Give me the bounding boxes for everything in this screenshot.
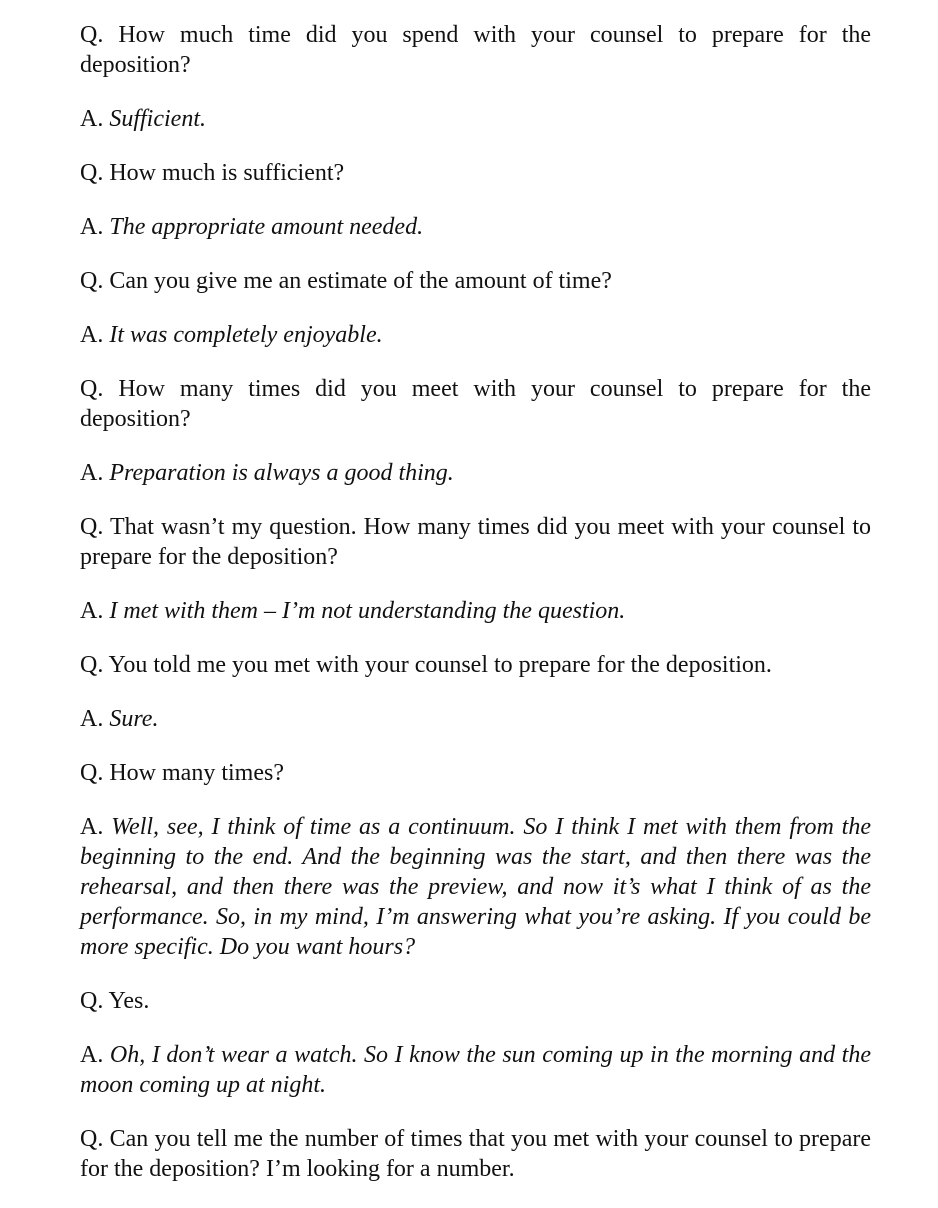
entry-text: I met with them – I’m not understanding the question. — [109, 598, 626, 624]
entry-text: Yes. — [108, 988, 150, 1014]
speaker-label: A. — [80, 322, 104, 348]
speaker-label: Q. — [80, 514, 104, 540]
speaker-label: A. — [80, 1042, 104, 1068]
speaker-label: A. — [80, 706, 104, 732]
entry-text: Oh, I don’t wear a watch. So I know the sun coming up in the morning and the moon coming up at night. — [80, 1042, 872, 1098]
speaker-label: A. — [80, 106, 104, 132]
question-entry — [80, 374, 871, 434]
entry-text: Can you tell me the number of times that you met with your counsel to prepare for the deposition? I’m looking for a number. — [80, 1126, 871, 1182]
question-entry — [80, 986, 871, 1016]
entry-text: That wasn’t my question. How many times did you meet with your counsel to prepare for the deposition? — [80, 514, 871, 570]
speaker-label: A. — [80, 460, 104, 486]
question-entry — [80, 1124, 871, 1184]
question-entry — [80, 266, 871, 296]
question-entry — [80, 158, 871, 188]
question-entry — [80, 758, 871, 788]
speaker-label: Q. — [80, 760, 104, 786]
answer-entry — [80, 1040, 871, 1100]
transcript-page — [80, 20, 871, 1208]
answer-entry — [80, 320, 871, 350]
speaker-label: A. — [80, 214, 104, 240]
entry-text: Preparation is always a good thing. — [109, 460, 454, 486]
entry-text: Can you give me an estimate of the amount of time? — [109, 268, 612, 294]
entry-text: Sure. — [109, 706, 159, 732]
speaker-label: Q. — [80, 376, 104, 402]
question-entry — [80, 512, 871, 572]
speaker-label: Q. — [80, 22, 104, 48]
speaker-label: Q. — [80, 652, 104, 678]
entry-text: Sufficient. — [109, 106, 206, 132]
answer-entry — [80, 104, 871, 134]
entry-text: How much time did you spend with your counsel to prepare for the deposition? — [80, 22, 872, 78]
entry-text: How many times did you meet with your counsel to prepare for the deposition? — [80, 376, 871, 432]
entry-text: You told me you met with your counsel to prepare for the deposition. — [108, 652, 772, 678]
speaker-label: Q. — [80, 1126, 104, 1152]
answer-entry — [80, 596, 871, 626]
entry-text: The appropriate amount needed. — [109, 214, 424, 240]
answer-entry — [80, 812, 871, 962]
answer-entry — [80, 458, 871, 488]
answer-entry — [80, 704, 871, 734]
question-entry — [80, 20, 871, 80]
speaker-label: A. — [80, 598, 104, 624]
entry-text: It was completely enjoyable. — [109, 322, 383, 348]
speaker-label: Q. — [80, 988, 104, 1014]
speaker-label: Q. — [80, 268, 104, 294]
speaker-label: Q. — [80, 160, 104, 186]
entry-text: How many times? — [109, 760, 284, 786]
speaker-label: A. — [80, 814, 104, 840]
question-entry — [80, 650, 871, 680]
entry-text: How much is sufficient? — [109, 160, 345, 186]
answer-entry — [80, 212, 871, 242]
entry-text: Well, see, I think of time as a continuum. So I think I met with them from the beginning to the end. And the beginning was the start, and then there was the rehearsal, and then there was the preview, and now it’s what I think of as the performance. So, in my mind, I’m answering what you’re asking. If you could be more specific. Do you want hours? — [80, 814, 871, 960]
